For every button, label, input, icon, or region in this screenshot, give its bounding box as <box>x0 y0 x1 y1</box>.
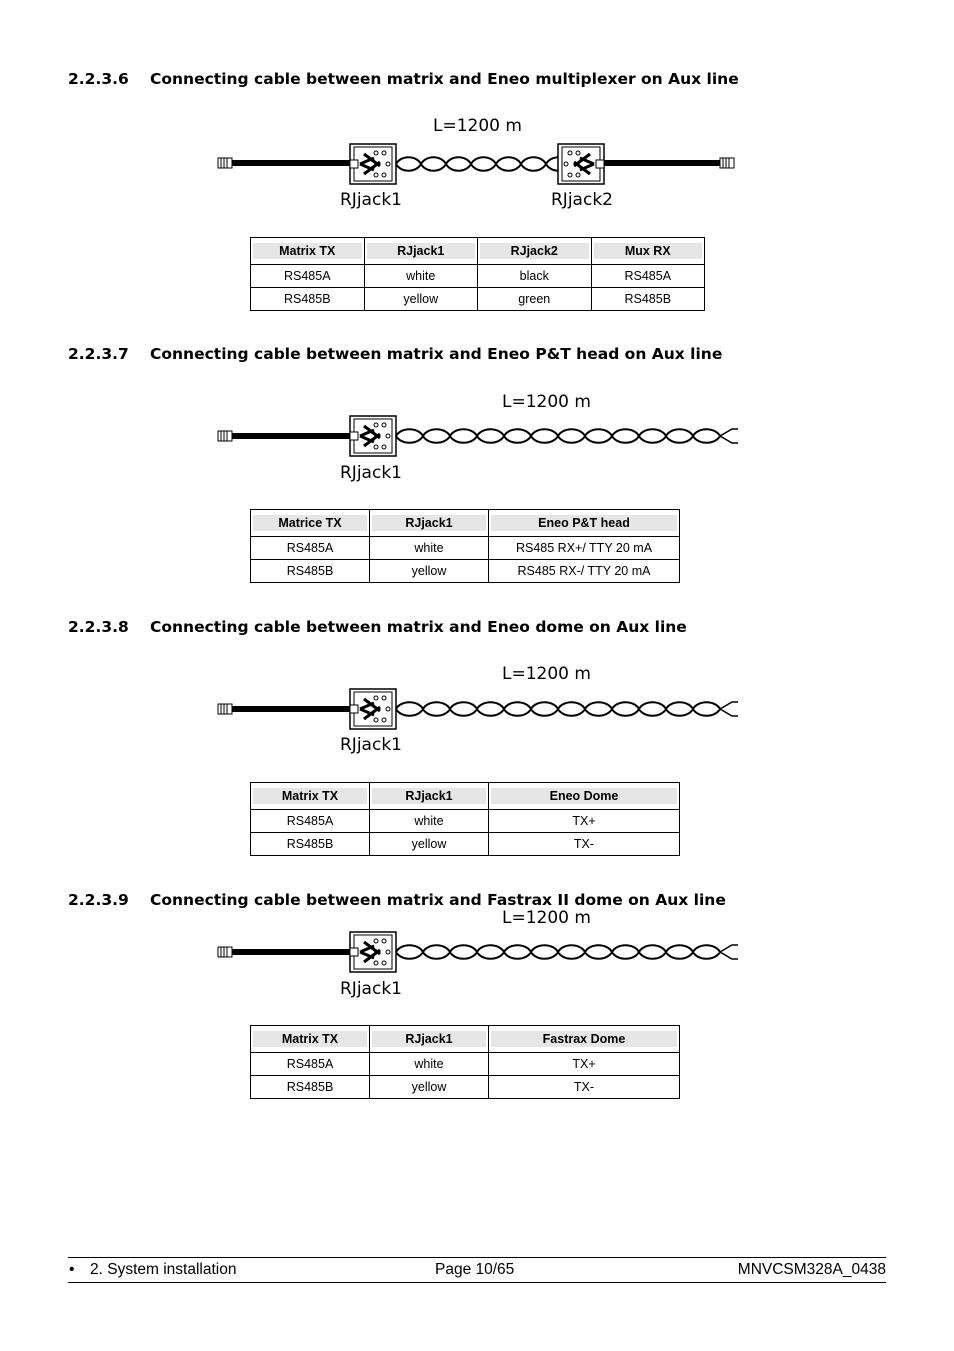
section-title: Connecting cable between matrix and Eneo multiplexer on Aux line <box>150 70 739 88</box>
section-number: 2.2.3.6 <box>68 70 129 88</box>
table-cell: TX- <box>489 833 680 856</box>
rjjack1-label: RJjack1 <box>340 463 402 483</box>
table-cell: white <box>370 1053 489 1076</box>
column-header: RJjack1 <box>372 515 486 531</box>
cable-segment <box>232 160 350 166</box>
section-number: 2.2.3.7 <box>68 345 129 363</box>
table-cell: TX+ <box>489 810 680 833</box>
table-row <box>251 265 705 288</box>
twisted-pair-cable <box>396 945 720 959</box>
cable-length-label: L=1200 m <box>502 664 591 684</box>
column-header: Matrix TX <box>253 1031 367 1047</box>
rj-plug-left-icon <box>218 158 232 168</box>
table-cell: yellow <box>370 833 489 856</box>
table-row <box>251 1053 680 1076</box>
table-row <box>251 1076 680 1099</box>
rjjack2-label: RJjack2 <box>551 190 613 210</box>
cable-length-label: L=1200 m <box>502 392 591 412</box>
section-title: Connecting cable between matrix and Eneo P&T head on Aux line <box>150 345 723 363</box>
footer-page-number: Page 10/65 <box>435 1261 515 1278</box>
cable-diagram-eneo-dome <box>210 685 750 735</box>
table-cell: RS485A <box>251 810 370 833</box>
wiring-table-pt-head <box>250 509 680 583</box>
column-header: Matrix TX <box>253 243 362 259</box>
rj-plug-left-icon <box>218 704 232 714</box>
cable-diagram-multiplexer <box>210 140 750 190</box>
open-wire-end-icon <box>720 945 738 959</box>
cable-segment <box>604 160 720 166</box>
section-heading-2-2-3-6 <box>68 70 739 88</box>
table-cell: green <box>478 288 592 311</box>
table-cell: white <box>370 537 489 560</box>
table-cell: RS485A <box>251 1053 370 1076</box>
column-header: RJjack2 <box>480 243 589 259</box>
section-title: Connecting cable between matrix and Eneo dome on Aux line <box>150 618 687 636</box>
table-cell: RS485A <box>251 265 365 288</box>
table-cell: yellow <box>364 288 478 311</box>
footer-chapter: 2. System installation <box>90 1261 237 1278</box>
table-row <box>251 560 680 583</box>
column-header: RJjack1 <box>367 243 476 259</box>
wiring-table-fastrax-dome <box>250 1025 680 1099</box>
table-cell: yellow <box>370 560 489 583</box>
open-wire-end-icon <box>720 429 738 443</box>
table-cell: RS485B <box>591 288 705 311</box>
rj-jack-1-icon <box>350 689 396 729</box>
table-cell: TX+ <box>489 1053 680 1076</box>
column-header: Eneo P&T head <box>491 515 677 531</box>
cable-segment <box>232 949 350 955</box>
table-cell: black <box>478 265 592 288</box>
footer-top-rule <box>68 1257 886 1258</box>
table-cell: TX- <box>489 1076 680 1099</box>
table-header-row <box>251 783 680 810</box>
rj-jack-1-icon <box>350 144 396 184</box>
twisted-pair-cable <box>396 702 720 716</box>
rj-plug-left-icon <box>218 947 232 957</box>
rj-plug-left-icon <box>218 431 232 441</box>
cable-segment <box>232 433 350 439</box>
footer-bottom-rule <box>68 1282 886 1283</box>
table-cell: RS485B <box>251 560 370 583</box>
column-header: Eneo Dome <box>491 788 677 804</box>
wiring-table-eneo-dome <box>250 782 680 856</box>
wiring-table-multiplexer <box>250 237 705 311</box>
column-header: Fastrax Dome <box>491 1031 677 1047</box>
column-header: RJjack1 <box>372 1031 486 1047</box>
footer-document-id: MNVCSM328A_0438 <box>737 1261 886 1278</box>
column-header: RJjack1 <box>372 788 486 804</box>
rj-plug-right-icon <box>720 158 734 168</box>
section-heading-2-2-3-8 <box>68 618 687 636</box>
rjjack1-label: RJjack1 <box>340 979 402 999</box>
table-row <box>251 833 680 856</box>
table-header-row <box>251 510 680 537</box>
column-header: Mux RX <box>594 243 703 259</box>
footer-bullet: • <box>69 1261 75 1278</box>
rj-jack-1-icon <box>350 416 396 456</box>
section-number: 2.2.3.9 <box>68 891 129 909</box>
table-cell: RS485A <box>251 537 370 560</box>
section-title: Connecting cable between matrix and Fastrax II dome on Aux line <box>150 891 726 909</box>
open-wire-end-icon <box>720 702 738 716</box>
table-header-row <box>251 1026 680 1053</box>
rj-jack-2-icon <box>558 144 604 184</box>
section-heading-2-2-3-9 <box>68 891 726 909</box>
table-cell: white <box>364 265 478 288</box>
table-row <box>251 537 680 560</box>
table-cell: RS485B <box>251 1076 370 1099</box>
section-heading-2-2-3-7 <box>68 345 722 363</box>
rj-jack-1-icon <box>350 932 396 972</box>
rjjack1-label: RJjack1 <box>340 190 402 210</box>
table-header-row <box>251 238 705 265</box>
rjjack1-label: RJjack1 <box>340 735 402 755</box>
cable-diagram-fastrax-dome <box>210 928 750 978</box>
twisted-pair-cable <box>396 429 720 443</box>
table-cell: RS485A <box>591 265 705 288</box>
cable-length-label: L=1200 m <box>502 908 591 928</box>
column-header: Matrice TX <box>253 515 367 531</box>
table-row <box>251 288 705 311</box>
table-cell: white <box>370 810 489 833</box>
table-cell: RS485B <box>251 833 370 856</box>
table-cell: RS485 RX-/ TTY 20 mA <box>489 560 680 583</box>
table-cell: RS485 RX+/ TTY 20 mA <box>489 537 680 560</box>
table-cell: yellow <box>370 1076 489 1099</box>
cable-length-label: L=1200 m <box>433 116 522 136</box>
section-number: 2.2.3.8 <box>68 618 129 636</box>
cable-diagram-pt-head <box>210 412 750 462</box>
cable-segment <box>232 706 350 712</box>
column-header: Matrix TX <box>253 788 367 804</box>
table-cell: RS485B <box>251 288 365 311</box>
table-row <box>251 810 680 833</box>
